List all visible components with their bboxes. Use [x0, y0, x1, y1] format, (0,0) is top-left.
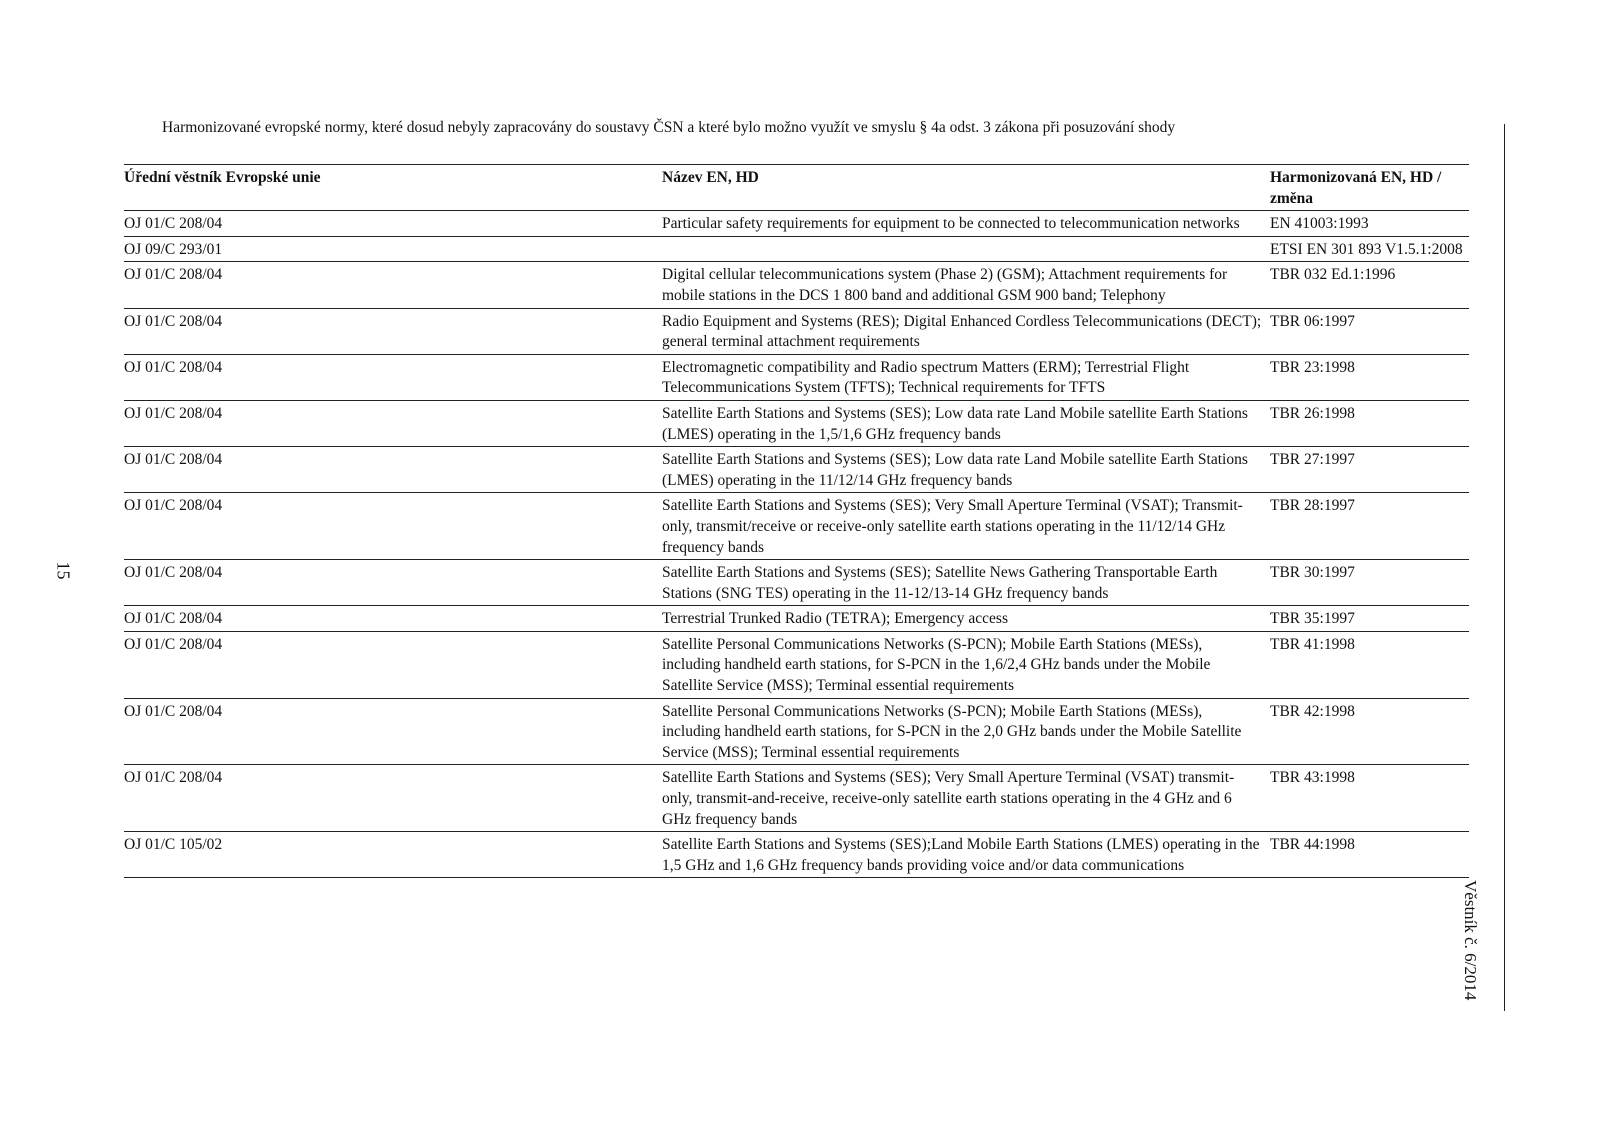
page-number: 15 [53, 561, 74, 580]
cell-official-journal: OJ 01/C 105/02 [124, 836, 223, 854]
header-title: Název EN, HD [662, 169, 759, 186]
cell-official-journal: OJ 01/C 208/04 [124, 769, 223, 787]
cell-official-journal: OJ 01/C 208/04 [124, 635, 223, 653]
cell-harmonized: TBR 35:1997 [1270, 610, 1355, 628]
header-harmonized: Harmonizovaná EN, HD / změna [1270, 169, 1442, 207]
cell-title: Digital cellular telecommunications system (Phase 2) (GSM); Attachment requirements for mobile stations in the DCS 1 800 band and additional GSM 900 band; Telephony [662, 266, 1228, 304]
cell-title: Satellite Earth Stations and Systems (SES); Very Small Aperture Terminal (VSAT) transmit-only, transmit-and-receive, receive-only satellite earth stations operating in the 4 GHz and 6 GHz frequency bands [662, 769, 1235, 828]
cell-harmonized: TBR 44:1998 [1270, 836, 1355, 854]
cell-title: Electromagnetic compatibility and Radio spectrum Matters (ERM); Terrestrial Flight Telecommunications System (TFTS); Technical requirements for TFTS [662, 358, 1190, 397]
table-row [124, 606, 1469, 632]
cell-harmonized: TBR 30:1997 [1270, 564, 1355, 582]
table-row [124, 832, 1469, 878]
cell-official-journal: OJ 01/C 208/04 [124, 497, 223, 515]
cell-official-journal: OJ 01/C 208/04 [124, 610, 223, 628]
cell-title: Satellite Earth Stations and Systems (SES);Land Mobile Earth Stations (LMES) operating in the 1,5 GHz and 1,6 GHz frequency bands providing voice and/or data communications [662, 836, 1260, 874]
table-row [124, 699, 1469, 766]
cell-official-journal: OJ 01/C 208/04 [124, 266, 223, 284]
table-header-row [124, 165, 1469, 211]
margin-rule [1504, 124, 1505, 1011]
cell-official-journal: OJ 01/C 208/04 [124, 404, 223, 422]
cell-title: Satellite Personal Communications Networks (S-PCN); Mobile Earth Stations (MESs), including handheld earth stations, for S-PCN in the 1,6/2,4 GHz bands under the Mobile Satellite Service (MSS); Terminal essential requirements [662, 635, 1211, 695]
cell-harmonized: TBR 23:1998 [1270, 358, 1355, 376]
cell-harmonized: TBR 27:1997 [1270, 451, 1355, 469]
cell-harmonized: TBR 06:1997 [1270, 312, 1355, 330]
cell-harmonized: EN 41003:1993 [1270, 215, 1369, 233]
cell-harmonized: TBR 032 Ed.1:1996 [1270, 266, 1396, 284]
cell-harmonized: TBR 42:1998 [1270, 702, 1355, 720]
cell-title: Satellite Earth Stations and Systems (SES); Low data rate Land Mobile satellite Earth Stations (LMES) operating in the 1,5/1,6 GHz frequency bands [662, 404, 1248, 443]
cell-official-journal: OJ 01/C 208/04 [124, 564, 223, 582]
cell-harmonized: TBR 28:1997 [1270, 497, 1355, 515]
table-row [124, 355, 1469, 401]
cell-harmonized: TBR 26:1998 [1270, 404, 1355, 422]
standards-table [124, 164, 1469, 878]
cell-title: Satellite Earth Stations and Systems (SES); Low data rate Land Mobile satellite Earth Stations (LMES) operating in the 11/12/14 GHz frequency bands [662, 451, 1248, 489]
journal-side-label: Věstník č. 6/2014 [1461, 880, 1480, 1001]
cell-official-journal: OJ 09/C 293/01 [124, 240, 223, 258]
cell-title: Satellite Personal Communications Networks (S-PCN); Mobile Earth Stations (MESs), including handheld earth stations, for S-PCN in the 2,0 GHz bands under the Mobile Satellite Service (MSS); Terminal essential requirements [662, 702, 1242, 761]
table-row [124, 447, 1469, 493]
cell-title: Satellite Earth Stations and Systems (SES); Very Small Aperture Terminal (VSAT); Transmit-only, transmit/receive or receive-only satellite earth stations operating in the 11/12/14 GHz frequency bands [662, 497, 1243, 556]
cell-title [662, 240, 1270, 261]
table-row [124, 493, 1469, 560]
table-row [124, 632, 1469, 699]
table-row [124, 211, 1469, 237]
table-row [124, 262, 1469, 308]
cell-harmonized: TBR 43:1998 [1270, 769, 1355, 787]
cell-official-journal: OJ 01/C 208/04 [124, 215, 223, 233]
cell-harmonized: TBR 41:1998 [1270, 635, 1355, 653]
table-row [124, 237, 1469, 263]
header-official-journal: Úřední věstník Evropské unie [124, 169, 321, 186]
table-row [124, 560, 1469, 606]
cell-title: Radio Equipment and Systems (RES); Digital Enhanced Cordless Telecommunications (DECT); general terminal attachment requirements [662, 312, 1262, 351]
cell-official-journal: OJ 01/C 208/04 [124, 312, 223, 330]
cell-official-journal: OJ 01/C 208/04 [124, 358, 223, 376]
cell-title: Terrestrial Trunked Radio (TETRA); Emergency access [662, 610, 1008, 628]
cell-harmonized: ETSI EN 301 893 V1.5.1:2008 [1270, 240, 1463, 258]
cell-title: Particular safety requirements for equipment to be connected to telecommunication networks [662, 215, 1240, 233]
table-row [124, 401, 1469, 447]
cell-official-journal: OJ 01/C 208/04 [124, 451, 223, 469]
document-caption: Harmonizované evropské normy, které dosud nebyly zapracovány do soustavy ČSN a které bylo možno využít ve smyslu § 4a odst. 3 zákona při posuzování shody [162, 119, 1176, 136]
cell-title: Satellite Earth Stations and Systems (SES); Satellite News Gathering Transportable Earth Stations (SNG TES) operating in the 11-12/13-14 GHz frequency bands [662, 564, 1218, 602]
table-row [124, 765, 1469, 832]
table-row [124, 309, 1469, 355]
cell-official-journal: OJ 01/C 208/04 [124, 702, 223, 720]
